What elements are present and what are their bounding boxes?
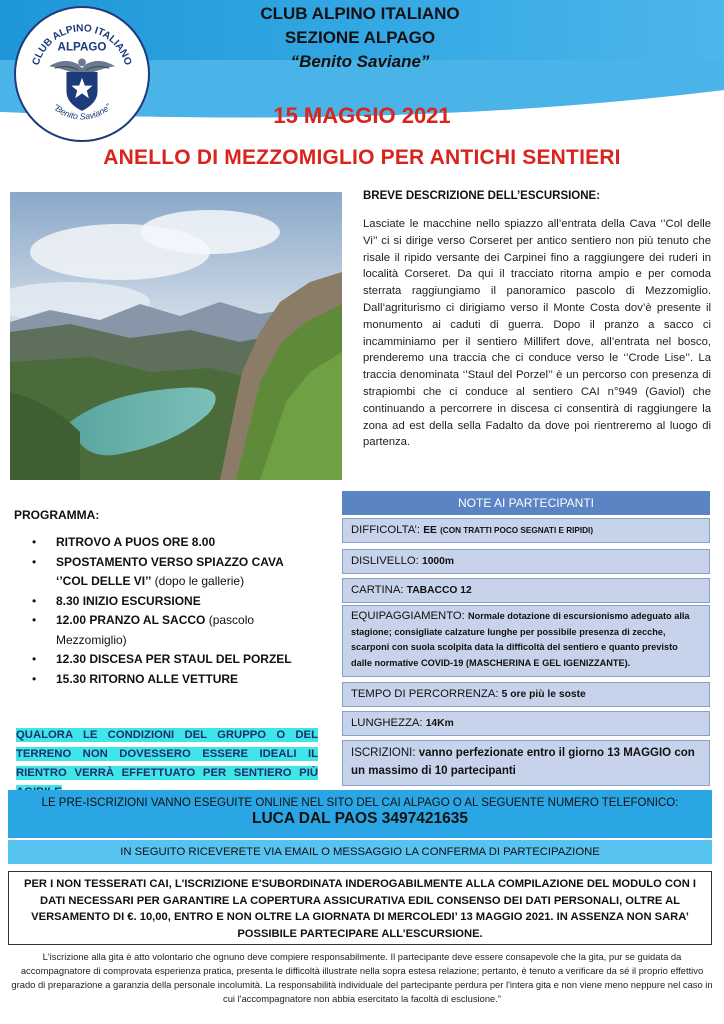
equipaggiamento-value: Normale dotazione di escursionismo adeguato alla stagione; consigliate calzature lunghe per possibile presenza di zecche, scarponi con suola scolpita data la difficoltà del sentiero e quanto previsto dalle normative COVID-19 (MASCHERINA E GEL IGENIZZANTE). (351, 611, 690, 668)
programma-item-bold: RITROVO A PUOS ORE 8.00 (56, 535, 216, 549)
dislivello-value: 1000m (421, 556, 455, 567)
preiscrizioni-contact: LUCA DAL PAOS 3497421635 (252, 810, 468, 827)
lunghezza-value: 14Km (425, 718, 454, 729)
programma-item (30, 533, 310, 553)
programma-item-note: (pascolo Mezzomiglio) (56, 613, 255, 647)
logo-top-text: CLUB ALPINO ITALIANO (30, 23, 134, 67)
non-tesserati-notice: PER I NON TESSERATI CAI, L'ISCRIZIONE E'SUBORDINATA INDEROGABILMENTE ALLA COMPILAZIONE DEL MODULO CON I DATI NECESSARI PER GARANTIRE LA COPERTURA ASSICURATIVA EDIL CONSENSO DEI DATI PERSONALI, OLTRE AL VERSAMENTO DI €. 10,00, ENTRO E NON OLTRE LA GIORNATA DI MERCOLEDI’ 13 MAGGIO 2021. IN ASSENZA NON SARA’ POSSIBILE PARTECIPARE ALL’ESCURSIONE. (8, 871, 712, 945)
cartina-label: CARTINA: (351, 584, 404, 596)
logo-middle-text: ALPAGO (57, 40, 107, 54)
section-name: SEZIONE ALPAGO (284, 28, 436, 47)
bullet-icon: • (32, 671, 37, 686)
bullet-icon: • (32, 652, 37, 666)
logo-bottom-text: "Benito Saviane" (51, 101, 113, 122)
programma-item-bold: 12.00 PRANZO AL SACCO (56, 613, 206, 627)
bullet-icon: • (32, 554, 37, 569)
programma-item-bold: 12.30 DISCESA PER STAUL DEL PORZEL (56, 652, 292, 666)
difficolta-value: EE (423, 525, 437, 536)
note-equipaggiamento (342, 605, 710, 677)
tempo-label: TEMPO DI PERCORRENZA: (351, 688, 499, 700)
programma-item (30, 611, 310, 650)
programma-item (30, 650, 310, 670)
note-iscrizioni (342, 740, 710, 786)
notes-header: NOTE AI PARTECIPANTI (342, 491, 710, 515)
dislivello-label: DISLIVELLO: (351, 555, 419, 567)
event-title: ANELLO DI MEZZOMIGLIO PER ANTICHI SENTIERI (103, 146, 621, 169)
disclaimer-text: L'iscrizione alla gita è atto volontario che ognuno deve compiere responsabilmente. Il partecipante deve essere consapevole che la gita, pur se guidata da accompagnatore di comprovata esperienza pratica, presenta le difficoltà illustrate nella sopra estesa relazione; pertanto, è tenuto a verificare da sé il proprio effettivo grado di preparazione a garanzia della personale incolumità. La responsabilità individuale del partecipante perdura per l'intera gita e non viene meno neppure nel caso in cui l'accompagnatore non abbia esercitato la facoltà di esclusione.” (11, 951, 713, 1004)
bullet-icon: • (32, 535, 37, 549)
note-cartina (342, 578, 710, 603)
bullet-icon: • (32, 593, 37, 608)
lunghezza-label: LUNGHEZZA: (351, 717, 423, 729)
difficolta-label: DIFFICOLTA’: (351, 524, 421, 536)
iscrizioni-value: vanno perfezionate entro il giorno 13 MAGGIO con un massimo di 10 partecipanti (351, 747, 695, 777)
tempo-value: 5 ore più le soste (501, 689, 586, 700)
cai-eagle-star-shield-logo (16, 8, 148, 140)
programma-item-bold: SPOSTAMENTO VERSO SPIAZZO CAVA ‘’COL DELLE VI’’ (56, 554, 284, 588)
club-name: CLUB ALPINO ITALIANO (260, 4, 460, 23)
description-title: BREVE DESCRIZIONE DELL’ESCURSIONE: (363, 190, 601, 202)
weather-warning-text: QUALORA LE CONDIZIONI DEL GRUPPO O DEL TERRENO NON DOVESSERO ESSERE IDEALI IL RIENTRO VERRÀ EFFETTUATO PER SENTIERO PIÙ (16, 728, 318, 799)
event-date: 15 MAGGIO 2021 (273, 103, 451, 128)
section-dedication: “Benito Saviane” (290, 52, 430, 71)
programma-item-bold: 15.30 RITORNO ALLE VETTURE (56, 671, 239, 686)
mountain-lake-photo (10, 192, 342, 480)
conferma-banner: IN SEGUITO RICEVERETE VIA EMAIL O MESSAGGIO LA CONFERMA DI PARTECIPAZIONE (8, 840, 712, 864)
bullet-icon: • (32, 613, 37, 627)
programma-item (30, 670, 310, 690)
cartina-value: TABACCO 12 (406, 585, 472, 596)
programma-title: PROGRAMMA: (14, 508, 100, 522)
programma-list (30, 533, 310, 689)
note-difficolta (342, 518, 710, 543)
difficolta-note: (CON TRATTI POCO SEGNATI E RIPIDI) (440, 526, 594, 535)
equipaggiamento-label: EQUIPAGGIAMENTO: (351, 610, 465, 622)
programma-item-note: (dopo le gallerie) (151, 574, 245, 588)
programma-item-bold: 8.30 INIZIO ESCURSIONE (56, 593, 201, 608)
preiscrizioni-banner (8, 790, 712, 838)
note-dislivello (342, 549, 710, 574)
iscrizioni-label: ISCRIZIONI: (351, 747, 416, 759)
preiscrizioni-text: LE PRE-ISCRIZIONI VANNO ESEGUITE ONLINE NEL SITO DEL CAI ALPAGO O AL SEGUENTE NUMERO TELEFONICO: (41, 797, 679, 809)
description-text: Lasciate le macchine nello spiazzo all’entrata della Cava ‘’Col delle Vi’’ ci si dirige verso Corseret per antico sentiero non più tenuto che risale il ripido versante dei Carpinei fino a raggiungere dei ruderi in località Corseret. Da qui il tracciato ritorna ampio e per comoda sterrata raggiungiamo il panoramico pascolo di Mezzomiglio. Dall’agriturismo ci dirigiamo verso il Monte Costa dov’è presente il monumento ai caduti di guerra. Dopo il pranzo a sacco ci incamminiamo per il sentiero Millifert dove, all’entrata nel bosco, prenderemo una traccia che ci conduce verso le ‘’Crode Lise’’. La traccia denominata ‘’Staul del Porzel’’ è un percorso con presenza di strapiombi che ci conduce al sentiero CAI n°949 (Gaviol) che continuando a percorrere in discesa ci consentirà di raggiungere la zona ad est della sella Fadalto da dove poi rientreremo al luogo di partenza. (363, 218, 711, 449)
mountain-lake-landscape-photo (10, 192, 342, 480)
note-lunghezza (342, 711, 710, 736)
programma-item (30, 592, 310, 612)
cai-logo (14, 6, 150, 142)
note-tempo (342, 682, 710, 707)
programma-item (30, 553, 310, 592)
